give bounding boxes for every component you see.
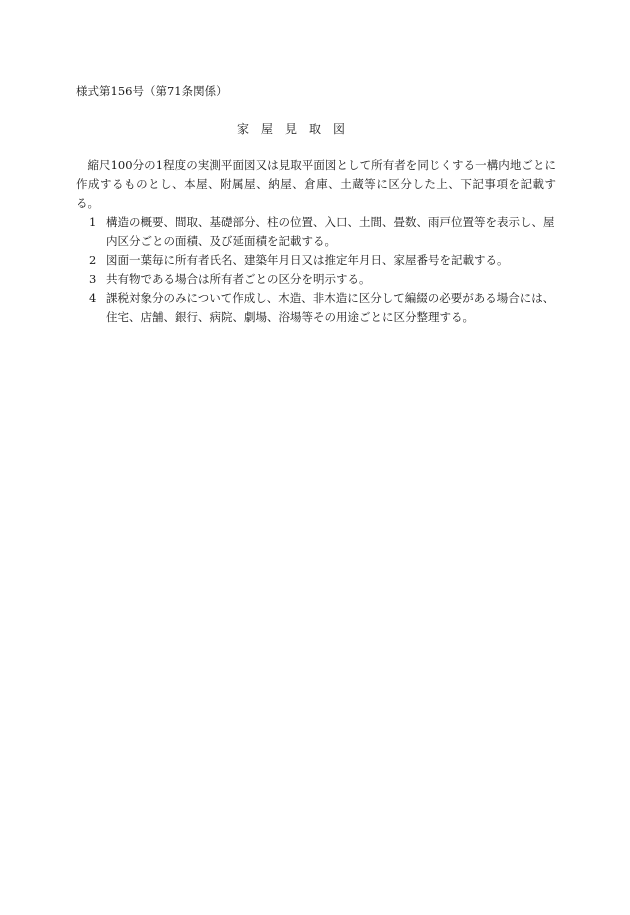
item-number: 2 <box>89 253 97 267</box>
intro-paragraph: 縮尺100分の1程度の実測平面図又は見取平面図として所有者を同じくする一構内地ごとに作成するものとし、本屋、附属屋、納屋、倉庫、土蔵等に区分した上、下記事項を記載する。 <box>76 158 556 210</box>
form-number: 様式第156号（第71条関係） <box>76 84 228 98</box>
document-body <box>76 156 556 327</box>
list-item <box>76 251 556 270</box>
item-number: 3 <box>89 272 97 286</box>
list-item <box>76 213 556 251</box>
item-text: 課税対象分のみについて作成し、木造、非木造に区分して編綴の必要がある場合には、住宅、店舗、銀行、病院、劇場、浴場等その用途ごとに区分整理する。 <box>106 291 555 324</box>
item-text: 図面一葉毎に所有者氏名、建築年月日又は推定年月日、家屋番号を記載する。 <box>106 253 509 267</box>
item-number: 4 <box>89 291 97 305</box>
list-item <box>76 270 556 289</box>
item-text: 共有物である場合は所有者ごとの区分を明示する。 <box>106 272 371 286</box>
document-title: 家 屋 見 取 図 <box>237 122 346 136</box>
item-text: 構造の概要、間取、基礎部分、柱の位置、入口、土間、畳数、雨戸位置等を表示し、屋内区分ごとの面積、及び延面積を記載する。 <box>106 215 555 248</box>
item-number: 1 <box>89 215 97 229</box>
list-item <box>76 289 556 327</box>
